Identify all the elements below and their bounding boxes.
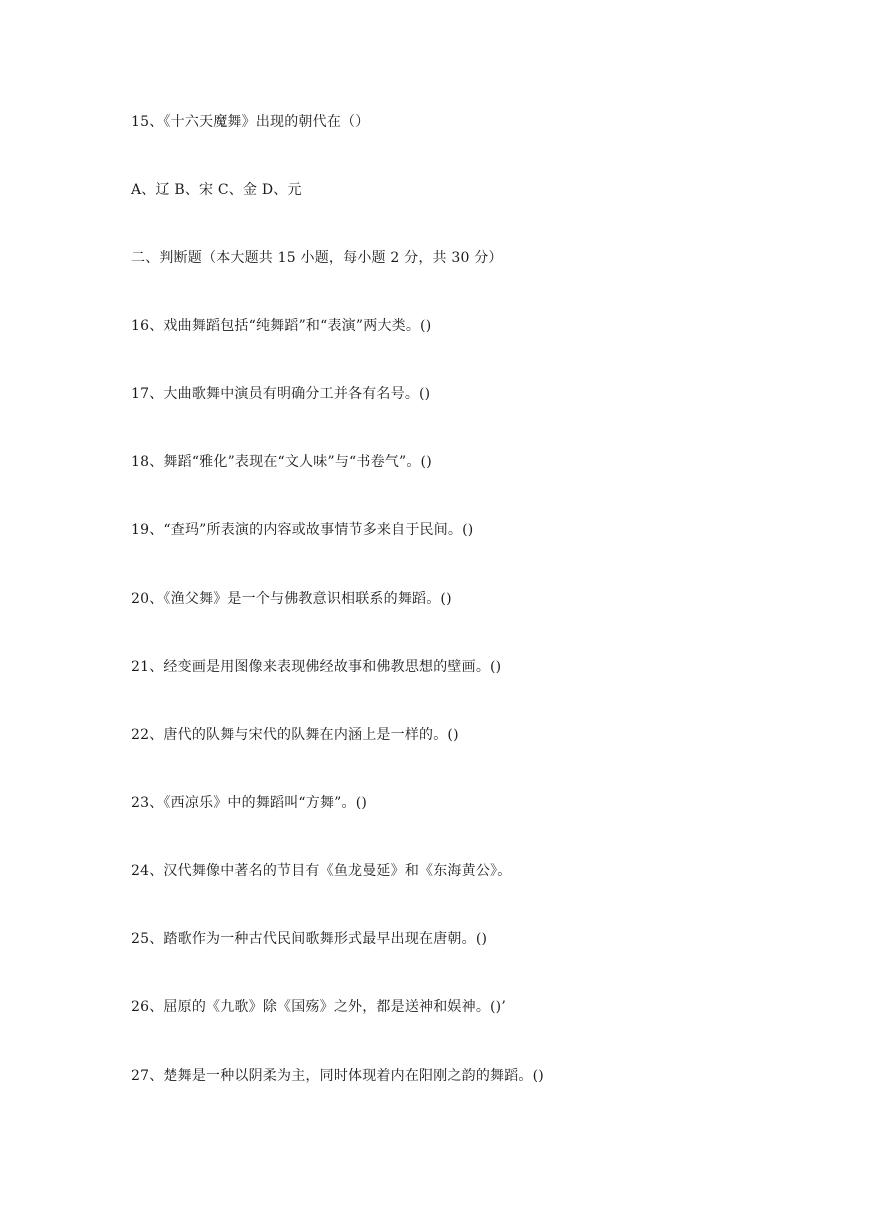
question-23-text: 23、《西凉乐》中的舞蹈叫“方舞”。() (131, 795, 368, 811)
question-25-text: 25、踏歌作为一种古代民间歌舞形式最早出现在唐朝。() (131, 931, 488, 947)
question-15-text: 15、《十六天魔舞》出现的朝代在（） (131, 114, 370, 130)
question-17-text: 17、大曲歌舞中演员有明确分工并各有名号。() (131, 386, 431, 402)
question-20-text: 20、《渔父舞》是一个与佛教意识相联系的舞蹈。() (131, 591, 452, 607)
question-21-text: 21、经变画是用图像来表现佛经故事和佛教思想的壁画。() (131, 659, 502, 675)
question-19-text: 19、“查玛”所表演的内容或故事情节多来自于民间。() (131, 522, 474, 538)
question-26-text: 26、屈原的《九歌》除《国殇》之外，都是送神和娱神。()’ (131, 999, 506, 1015)
question-24-text: 24、汉代舞像中著名的节目有《鱼龙曼延》和《东海黄公》。 (131, 863, 512, 879)
question-27-text: 27、楚舞是一种以阴柔为主，同时体现着内在阳刚之韵的舞蹈。() (131, 1068, 544, 1084)
question-22-text: 22、唐代的队舞与宋代的队舞在内涵上是一样的。() (131, 727, 459, 743)
question-16-text: 16、戏曲舞蹈包括“纯舞蹈”和“表演”两大类。() (131, 318, 432, 334)
question-15-options: A、辽 B、宋 C、金 D、元 (131, 182, 302, 198)
section-heading-true-false: 二、判断题（本大题共 15 小题，每小题 2 分，共 30 分） (131, 250, 503, 266)
question-18-text: 18、舞蹈“雅化”表现在“文人味”与“书卷气”。() (131, 454, 432, 470)
